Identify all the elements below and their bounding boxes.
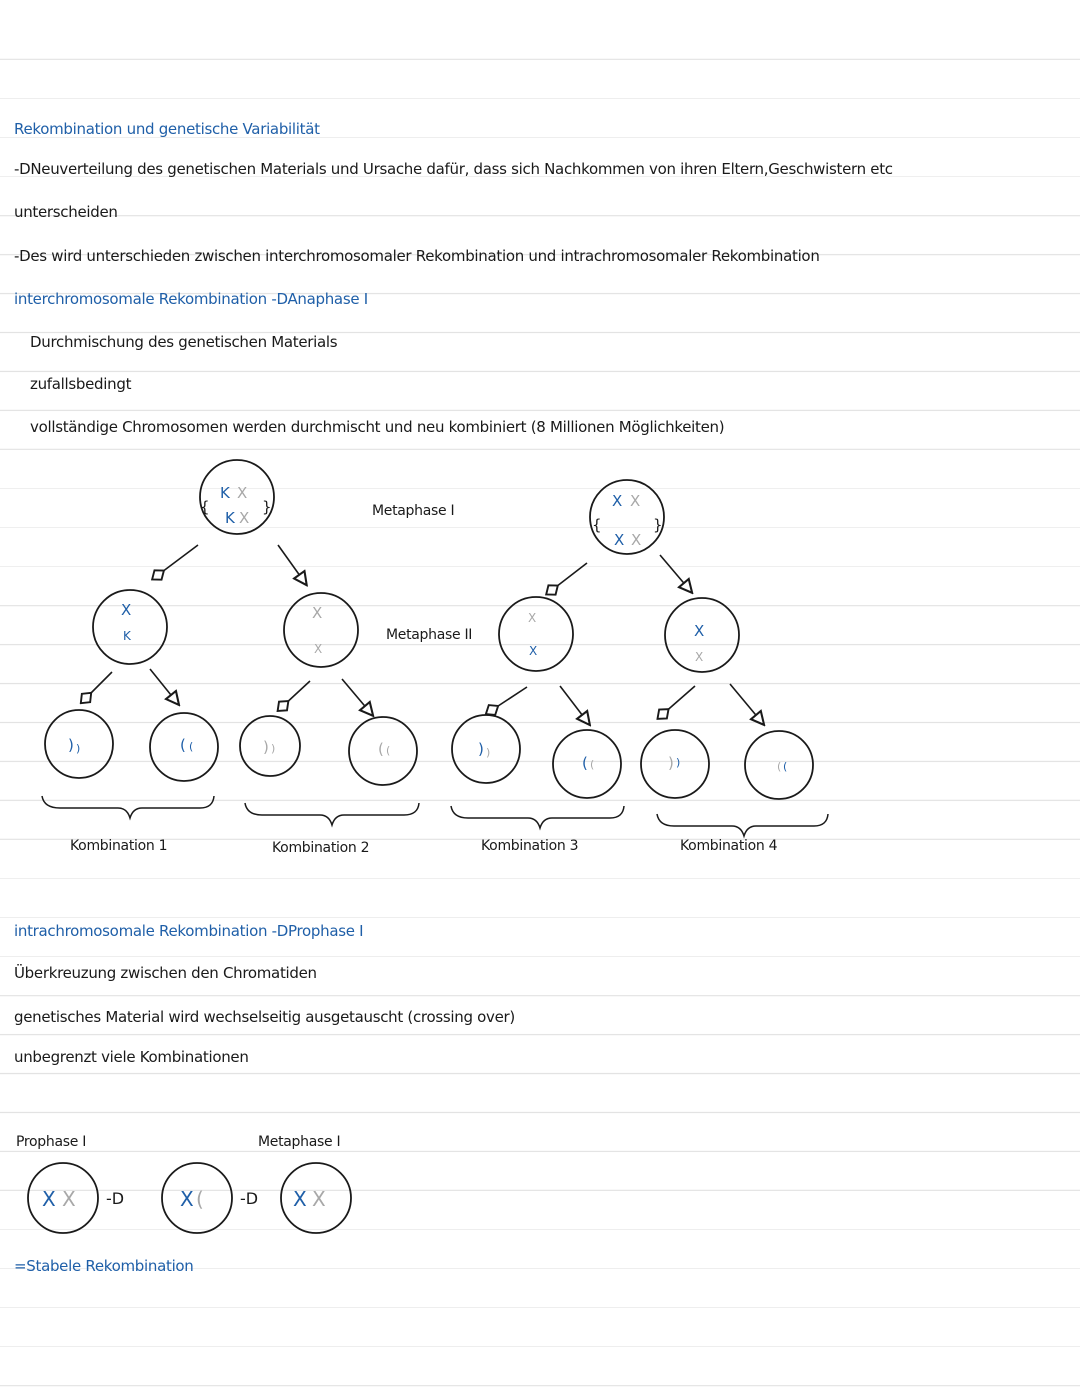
- svg-text:X: X: [314, 642, 323, 656]
- intro-line-2: unterscheiden: [14, 203, 118, 221]
- svg-text:X: X: [695, 650, 704, 664]
- metaphase1-label: Metaphase I: [372, 503, 455, 519]
- combination-3-label: Kombination 3: [481, 838, 579, 854]
- brace-combination-4: [657, 814, 828, 836]
- svg-text:X: X: [239, 509, 250, 527]
- svg-text:(: (: [180, 736, 186, 754]
- svg-text:X: X: [312, 604, 323, 622]
- svg-text:K: K: [225, 509, 235, 527]
- combination-4-label: Kombination 4: [680, 838, 778, 854]
- svg-text:}: }: [653, 516, 663, 534]
- svg-text:X: X: [694, 622, 705, 640]
- svg-text:): ): [668, 754, 674, 772]
- intra-diagram: [0, 1160, 400, 1240]
- daughter-cell-3: [240, 716, 300, 776]
- svg-text:(: (: [590, 758, 595, 771]
- intra-point-1: Überkreuzung zwischen den Chromatiden: [14, 964, 317, 982]
- svg-text:X: X: [612, 492, 623, 510]
- svg-text:X: X: [614, 531, 625, 549]
- intra-title: intrachromosomale Rekombination -DProphase I: [14, 922, 364, 940]
- brace-combination-3: [451, 806, 624, 828]
- intro-line-1: -DNeuverteilung des genetischen Materials und Ursache dafür, dass sich Nachkommen von ihren Eltern,Geschwistern etc: [14, 160, 893, 178]
- metaphase2-label: Metaphase II: [386, 627, 473, 643]
- svg-text:(: (: [189, 740, 194, 753]
- brace-combination-1: [42, 796, 214, 818]
- svg-text:X: X: [293, 1187, 307, 1211]
- daughter-cell-7: [641, 730, 709, 798]
- inter-title: interchromosomale Rekombination -DAnaphase I: [14, 290, 368, 308]
- svg-text:X: X: [529, 644, 538, 658]
- svg-text:X: X: [528, 611, 537, 625]
- svg-text:): ): [76, 742, 81, 755]
- intra-point-2: genetisches Material wird wechselseitig ausgetauscht (crossing over): [14, 1008, 515, 1026]
- combination-2-label: Kombination 2: [272, 840, 370, 856]
- svg-text:X: X: [630, 492, 641, 510]
- svg-text:): ): [478, 740, 484, 758]
- prophase-label: Prophase I: [16, 1134, 87, 1150]
- svg-text:X: X: [631, 531, 642, 549]
- svg-text:): ): [486, 746, 491, 759]
- svg-text:}: }: [262, 498, 272, 516]
- intra-conclusion: =Stabele Rekombination: [14, 1257, 194, 1275]
- brace-combination-2: [245, 803, 419, 825]
- svg-text:(: (: [582, 754, 588, 772]
- svg-text:(: (: [783, 760, 788, 773]
- svg-text:(: (: [196, 1187, 204, 1211]
- page-heading: Rekombination und genetische Variabilität: [14, 120, 320, 138]
- svg-text:X: X: [237, 484, 248, 502]
- svg-text:X: X: [62, 1187, 76, 1211]
- svg-text:): ): [271, 742, 276, 755]
- svg-text:(: (: [777, 760, 782, 773]
- svg-text:): ): [68, 736, 74, 754]
- svg-text:X: X: [312, 1187, 326, 1211]
- intra-arrow-2: -D: [240, 1189, 259, 1208]
- svg-text:X: X: [121, 601, 132, 619]
- intra-metaphase-label: Metaphase I: [258, 1134, 341, 1150]
- svg-text:): ): [263, 738, 269, 756]
- svg-text:{: {: [592, 516, 602, 534]
- inter-point-2: zufallsbedingt: [30, 375, 132, 393]
- intra-arrow-1: -D: [106, 1189, 125, 1208]
- inter-point-3: vollständige Chromosomen werden durchmischt und neu kombiniert (8 Millionen Möglichkeiten): [30, 418, 725, 436]
- svg-text:X: X: [180, 1187, 194, 1211]
- svg-text:X: X: [42, 1187, 56, 1211]
- svg-text:K: K: [123, 629, 131, 643]
- inter-point-1: Durchmischung des genetischen Materials: [30, 333, 338, 351]
- svg-text:): ): [676, 756, 681, 769]
- metaphase2-cell-3: [499, 597, 573, 671]
- svg-text:K: K: [220, 484, 230, 502]
- intra-point-3: unbegrenzt viele Kombinationen: [14, 1048, 249, 1066]
- combination-1-label: Kombination 1: [70, 838, 168, 854]
- svg-text:(: (: [386, 744, 391, 757]
- intro-line-3: -Des wird unterschieden zwischen interchromosomaler Rekombination und intrachromosomaler Rekombination: [14, 247, 820, 265]
- svg-text:(: (: [378, 740, 384, 758]
- svg-text:{: {: [200, 498, 210, 516]
